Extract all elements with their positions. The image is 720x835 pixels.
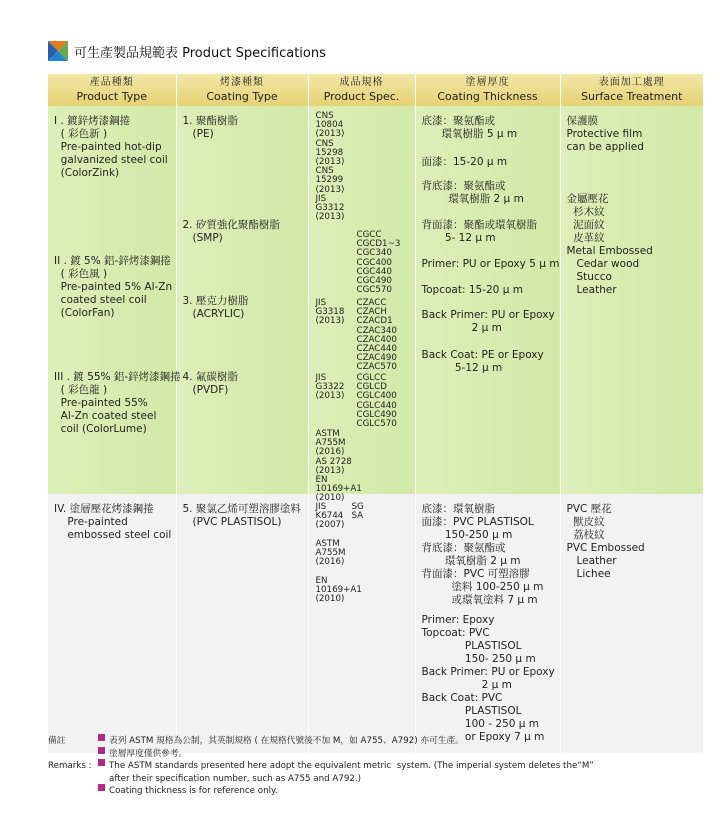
spec-cglc-grades: CGLCC CGLCD CGLC400 CGLC440 CGLC490 CGLC570 [356,373,397,430]
coating-pvc-plastisol: 5. 聚氯乙烯可塑溶膠塗料 (PVC PLASTISOL) [182,503,301,528]
thickness-pvc-en: Primer: Epoxy Topcoat: PVC PLASTISOL 150- 250 µ m Back Primer: PU or Epoxy 2 µ m Back Coat: PVC PLASTISOL 100 - 250 µ m or Epoxy 7 µ m [421,614,555,743]
thickness-back-primer-en: Back Primer: PU or Epoxy 2 µ m [421,309,555,334]
spec-jis-g3322: JIS G3322 (2013) [315,373,345,402]
product-colorlume: III . 鍍 55% 鋁-鋅烤漆鋼捲 ( 彩色龍 ) Pre-painted 55% Al-Zn coated steel coil (ColorLume) [54,371,181,435]
table-row [48,106,703,494]
logo-icon [48,41,68,61]
coating-pvdf: 4. 氟碳樹脂 (PVDF) [182,371,238,396]
spec-sg-sa: SG SA [351,502,364,522]
coating-acrylic: 3. 壓克力樹脂 (ACRYLIC) [182,295,249,320]
surface-pvc-embossed: PVC 壓花 獸皮紋 荔枝紋 PVC Embossed Leather Lichee [566,503,645,580]
coating-thickness-cell [415,106,560,494]
thickness-back-coat-en: Back Coat: PE or Epoxy 5-12 µ m [421,349,544,374]
header-product-spec: 成品規格 Product Spec. [308,74,415,106]
thickness-pvc-zh: 底漆：環氧樹脂 面漆：PVC PLASTISOL 150-250 µ m 背底漆：聚氨酯或 環氧樹脂 2 µ m 背面漆：PVC 可塑溶膠 塗料 100-250 µ m 或環氧塗料 7 µ m [421,503,544,606]
surface-metal-embossed: 金屬壓花 杉木紋 泥面紋 皮革紋 Metal Embossed Cedar wood Stucco Leather [566,193,653,296]
bullet-icon [98,747,105,754]
spec-jis-k6744-astm-en: JIS K6744 (2007) ASTM A755M (2016) EN 10169+A1 (2010) [315,502,362,605]
bullet-icon [98,784,105,791]
coating-smp: 2. 矽質強化聚酯樹脂 (SMP) [182,219,280,244]
header-coating-thickness: 塗層厚度 Coating Thickness [415,74,560,106]
thickness-primer-zh: 底漆：聚氨酯或 環氧樹脂 5 µ m [421,115,518,140]
product-spec-cell [308,494,415,753]
header-row [48,74,703,106]
remark-zh-1: 備註 表列 ASTM 規格為公制，其英制規格 ( 在規格代號後不加 M，如 A755、A792) 亦可生產。 [48,736,464,746]
remark-zh-2: 塗層厚度僅供參考。 [48,748,594,761]
product-colorzink: I . 鍍鋅烤漆鋼捲 ( 彩色新 ) Pre-painted hot-dip galvanized steel coil (ColorZink) [54,115,168,179]
coating-pe: 1. 聚酯樹脂 (PE) [182,115,238,140]
coating-type-cell [176,106,308,494]
thickness-back-coat-zh: 背面漆：聚酯或環氧樹脂 5- 12 µ m [421,219,537,244]
product-colorfan: II . 鍍 5% 鋁-鋅烤漆鋼捲 ( 彩色風 ) Pre-painted 5% Al-Zn coated steel coil (ColorFan) [54,255,173,319]
bullet-icon [98,759,105,766]
product-spec-cell [308,106,415,504]
table-row [48,494,703,753]
header-product-type: 產品種類 Product Type [48,74,176,106]
surface-protective-film: 保護膜 Protective film can be applied [566,115,644,153]
spec-jis-g3318: JIS G3318 (2013) [315,298,345,327]
remarks [48,735,594,798]
spec-astm-as-en: ASTM A755M (2016) AS 2728 (2013) EN 10169+A1 (2010) [315,429,362,504]
product-type-cell [48,106,181,494]
thickness-back-primer-zh: 背底漆：聚氨酯或 環氧樹脂 2 µ m [421,180,524,205]
spec-cns-jis-g3312: CNS 10804 (2013) CNS 15298 (2013) CNS 15299 (2013) JIS G3312 (2013) [315,111,345,223]
page-title: 可生產製品規範表 Product Specifications [74,45,326,61]
header-surface-treatment: 表面加工處理 Surface Treatment [560,74,703,106]
product-embossed: IV. 塗層壓花烤漆鋼捲 Pre-painted embossed steel coil [54,503,172,541]
spec-cgc-grades: CGCC CGCD1~3 CGC340 CGC400 CGC440 CGC490 CGC570 [356,230,401,296]
bullet-icon [98,734,105,741]
coating-type-cell [176,494,308,753]
remark-en-1: Remarks : The ASTM standards presented here adopt the equivalent metric system. (The imperial system deletes the“M” [48,761,594,771]
surface-treatment-cell [560,494,703,753]
coating-thickness-cell [415,494,560,753]
thickness-primer-en: Primer: PU or Epoxy 5 µ m [421,258,560,270]
remark-en-2: Coating thickness is for reference only. [48,785,594,798]
spec-table [48,74,703,753]
thickness-topcoat-en: Topcoat: 15-20 µ m [421,284,523,296]
thickness-topcoat-zh: 面漆：15-20 µ m [421,156,508,168]
title-row [48,40,326,62]
header-coating-type: 烤漆種類 Coating Type [176,74,308,106]
spec-czac-grades: CZACC CZACH CZACD1 CZAC340 CZAC400 CZAC440 CZAC490 CZAC570 [356,298,397,373]
surface-treatment-cell [560,106,703,494]
product-type-cell [48,494,176,753]
remark-en-1-cont: after their specification number, such as A755 and A792.) [109,773,362,784]
